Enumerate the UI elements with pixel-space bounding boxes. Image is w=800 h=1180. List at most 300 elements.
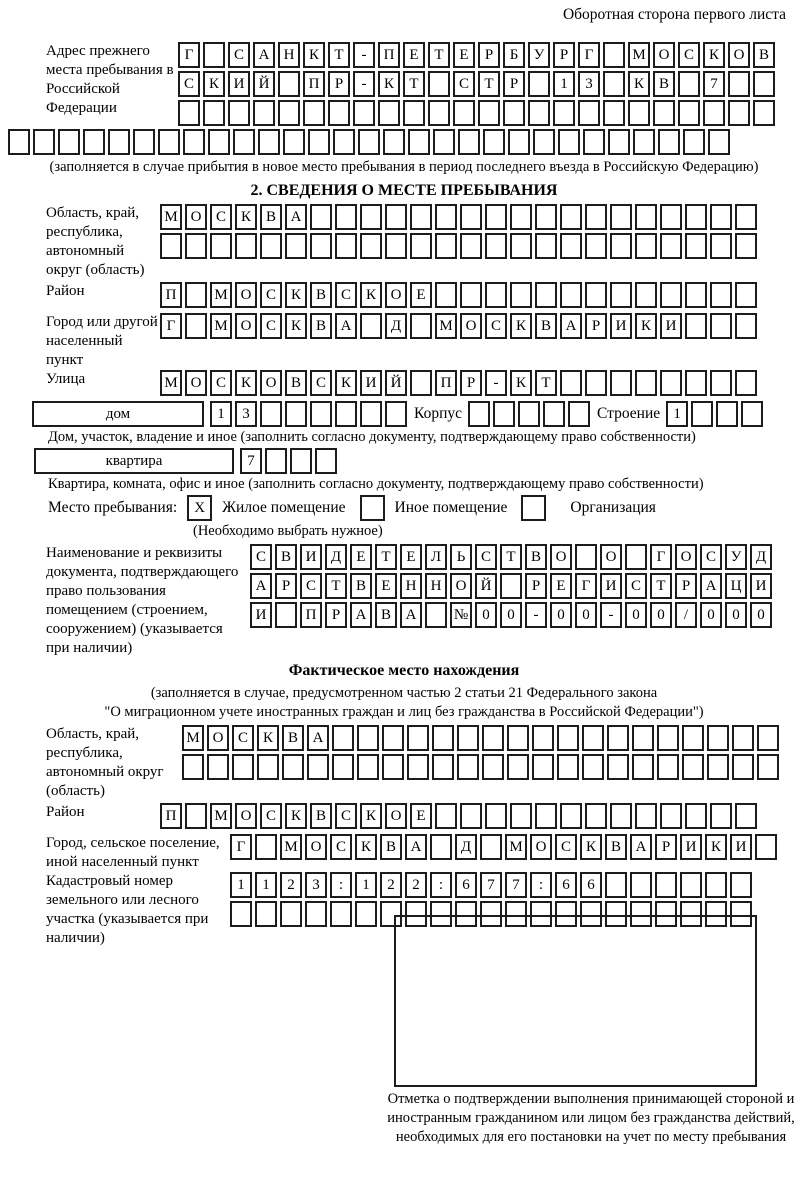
char-cell: М <box>182 725 204 751</box>
prev-address-note: (заполняется в случае прибытия в новое место пребывания в период последнего въезда в Российскую Федерацию) <box>49 159 759 175</box>
actual-region-label: Область, край, республика, автономный округ (область) <box>46 726 164 799</box>
char-cell <box>378 100 400 126</box>
char-cell: Е <box>375 573 397 599</box>
actual-region-rows <box>182 725 782 783</box>
char-cell <box>605 872 627 898</box>
char-cell: С <box>330 834 352 860</box>
char-cell <box>160 233 182 259</box>
char-cell: Р <box>655 834 677 860</box>
char-cell: М <box>160 204 182 230</box>
char-cell: Н <box>400 573 422 599</box>
char-cell <box>685 803 707 829</box>
char-cell <box>382 754 404 780</box>
char-cell <box>493 401 515 427</box>
char-cell <box>610 204 632 230</box>
char-cell <box>468 401 490 427</box>
char-cell: М <box>210 282 232 308</box>
char-cell <box>310 204 332 230</box>
char-cell: Т <box>403 71 425 97</box>
char-cell: А <box>700 573 722 599</box>
char-cell: А <box>630 834 652 860</box>
char-cell: И <box>610 313 632 339</box>
char-cell: П <box>160 803 182 829</box>
stay-type-note: (Необходимо выбрать нужное) <box>193 523 383 539</box>
char-cell: Е <box>403 42 425 68</box>
char-cell <box>258 129 280 155</box>
char-cell: 7 <box>240 448 262 474</box>
actual-district-block <box>8 803 800 832</box>
char-cell: 0 <box>750 602 772 628</box>
char-cell <box>203 42 225 68</box>
char-cell <box>585 803 607 829</box>
char-cell: 0 <box>550 602 572 628</box>
actual-location-heading: Фактическое место нахождения <box>288 662 520 679</box>
char-cell: Г <box>575 573 597 599</box>
char-cell <box>682 725 704 751</box>
char-cell: К <box>705 834 727 860</box>
char-cell <box>632 725 654 751</box>
char-cell: И <box>660 313 682 339</box>
char-cell <box>603 42 625 68</box>
char-cell: С <box>232 725 254 751</box>
char-cell: - <box>600 602 622 628</box>
char-cell <box>635 370 657 396</box>
actual-district-row <box>160 803 760 829</box>
char-cell <box>558 129 580 155</box>
char-cell: Т <box>328 42 350 68</box>
char-cell: Р <box>675 573 697 599</box>
char-cell: 0 <box>725 602 747 628</box>
char-cell <box>710 204 732 230</box>
char-cell <box>705 872 727 898</box>
char-cell <box>710 370 732 396</box>
char-cell <box>360 401 382 427</box>
char-cell: О <box>530 834 552 860</box>
char-cell <box>335 233 357 259</box>
char-cell: И <box>300 544 322 570</box>
house-note: Дом, участок, владение и иное (заполнить согласно документу, подтверждающему право собственности) <box>48 429 696 445</box>
char-cell <box>230 901 252 927</box>
char-cell: К <box>378 71 400 97</box>
house-number-cells <box>210 401 410 427</box>
char-cell <box>560 233 582 259</box>
char-cell <box>310 401 332 427</box>
char-cell <box>285 401 307 427</box>
char-cell: К <box>303 42 325 68</box>
char-cell <box>485 282 507 308</box>
char-cell <box>735 313 757 339</box>
char-cell: А <box>335 313 357 339</box>
char-cell <box>685 204 707 230</box>
region-rows <box>160 204 760 262</box>
char-cell: Г <box>160 313 182 339</box>
stroenie-label: Строение <box>597 405 661 422</box>
char-cell <box>730 872 752 898</box>
char-cell: О <box>675 544 697 570</box>
checkbox-zhiloe: X <box>187 495 212 521</box>
city-label: Город или другой населенный пункт <box>46 314 158 368</box>
char-cell: С <box>485 313 507 339</box>
char-cell: В <box>285 370 307 396</box>
char-cell <box>407 725 429 751</box>
char-cell <box>407 754 429 780</box>
prev-address-rows <box>178 42 778 129</box>
char-cell: В <box>753 42 775 68</box>
char-cell <box>480 834 502 860</box>
char-cell <box>510 204 532 230</box>
char-cell: Т <box>535 370 557 396</box>
char-cell <box>232 754 254 780</box>
char-cell <box>607 725 629 751</box>
char-cell: И <box>250 602 272 628</box>
char-cell <box>660 803 682 829</box>
char-cell <box>308 129 330 155</box>
stamp-caption: Отметка о подтверждении выполнения принимающей стороной и иностранным гражданином или лицом без гражданства действий, необходимых для его постановки на учет по месту пребывания <box>387 1091 795 1145</box>
char-cell <box>510 233 532 259</box>
char-cell: Й <box>475 573 497 599</box>
char-cell <box>510 803 532 829</box>
char-cell: 1 <box>255 872 277 898</box>
char-cell <box>575 544 597 570</box>
char-cell <box>583 129 605 155</box>
char-cell: К <box>257 725 279 751</box>
char-cell <box>410 370 432 396</box>
char-cell: С <box>178 71 200 97</box>
char-cell <box>278 71 300 97</box>
prev-address-row-3 <box>178 100 778 126</box>
char-cell <box>716 401 738 427</box>
char-cell <box>315 448 337 474</box>
char-cell: Р <box>328 71 350 97</box>
char-cell <box>453 100 475 126</box>
char-cell <box>383 129 405 155</box>
char-cell: П <box>378 42 400 68</box>
char-cell <box>532 754 554 780</box>
char-cell: Р <box>525 573 547 599</box>
char-cell: Ь <box>450 544 472 570</box>
char-cell <box>610 233 632 259</box>
char-cell: М <box>160 370 182 396</box>
char-cell: Н <box>278 42 300 68</box>
char-cell: Р <box>460 370 482 396</box>
char-cell <box>610 803 632 829</box>
char-cell: В <box>653 71 675 97</box>
char-cell <box>535 204 557 230</box>
char-cell: С <box>700 544 722 570</box>
char-cell: С <box>335 282 357 308</box>
char-cell <box>83 129 105 155</box>
char-cell: К <box>510 370 532 396</box>
district-block <box>8 282 800 311</box>
char-cell <box>333 129 355 155</box>
char-cell: В <box>605 834 627 860</box>
char-cell <box>560 204 582 230</box>
char-cell: В <box>535 313 557 339</box>
char-cell: И <box>228 71 250 97</box>
char-cell: О <box>600 544 622 570</box>
char-cell <box>507 754 529 780</box>
char-cell: Т <box>500 544 522 570</box>
char-cell <box>518 401 540 427</box>
char-cell <box>358 129 380 155</box>
char-cell: : <box>530 872 552 898</box>
document-block <box>8 544 800 658</box>
char-cell <box>678 100 700 126</box>
char-cell <box>203 100 225 126</box>
char-cell <box>410 233 432 259</box>
char-cell: И <box>730 834 752 860</box>
char-cell: И <box>750 573 772 599</box>
char-cell: К <box>703 42 725 68</box>
char-cell <box>657 754 679 780</box>
char-cell: К <box>285 313 307 339</box>
char-cell: Е <box>350 544 372 570</box>
char-cell: Р <box>275 573 297 599</box>
char-cell: О <box>260 370 282 396</box>
char-cell: Л <box>425 544 447 570</box>
stay-type-row <box>48 495 800 521</box>
char-cell <box>707 725 729 751</box>
char-cell <box>285 233 307 259</box>
char-cell <box>360 233 382 259</box>
char-cell: С <box>250 544 272 570</box>
prev-address-row-4 <box>8 129 800 155</box>
char-cell: Т <box>375 544 397 570</box>
char-cell: 2 <box>405 872 427 898</box>
district-row <box>160 282 760 308</box>
char-cell: О <box>385 803 407 829</box>
char-cell: - <box>525 602 547 628</box>
char-cell: Р <box>503 71 525 97</box>
char-cell <box>255 901 277 927</box>
char-cell: Р <box>478 42 500 68</box>
char-cell: Е <box>453 42 475 68</box>
char-cell <box>685 233 707 259</box>
char-cell <box>710 313 732 339</box>
char-cell <box>535 803 557 829</box>
char-cell <box>185 282 207 308</box>
char-cell <box>532 725 554 751</box>
char-cell <box>282 754 304 780</box>
char-cell <box>683 129 705 155</box>
char-cell: Й <box>253 71 275 97</box>
char-cell: Ц <box>725 573 747 599</box>
char-cell <box>732 725 754 751</box>
char-cell: 7 <box>480 872 502 898</box>
char-cell: Й <box>385 370 407 396</box>
actual-city-block <box>8 834 800 872</box>
char-cell: О <box>385 282 407 308</box>
char-cell: М <box>435 313 457 339</box>
char-cell: 0 <box>475 602 497 628</box>
char-cell <box>682 754 704 780</box>
char-cell <box>208 129 230 155</box>
char-cell: 0 <box>500 602 522 628</box>
char-cell <box>335 204 357 230</box>
char-cell: Д <box>455 834 477 860</box>
char-cell <box>485 233 507 259</box>
char-cell <box>303 100 325 126</box>
char-cell: У <box>725 544 747 570</box>
char-cell <box>557 725 579 751</box>
char-cell <box>432 754 454 780</box>
region-row-2 <box>160 233 760 259</box>
char-cell <box>255 834 277 860</box>
actual-district-label: Район <box>46 804 85 820</box>
char-cell <box>660 282 682 308</box>
char-cell <box>457 725 479 751</box>
char-cell: В <box>282 725 304 751</box>
char-cell <box>710 803 732 829</box>
document-row-1 <box>250 544 775 570</box>
char-cell: С <box>310 370 332 396</box>
char-cell: П <box>435 370 457 396</box>
char-cell <box>630 872 652 898</box>
char-cell: Т <box>325 573 347 599</box>
flat-cells <box>240 448 340 474</box>
char-cell <box>533 129 555 155</box>
char-cell <box>608 129 630 155</box>
char-cell: Т <box>650 573 672 599</box>
region-row-1 <box>160 204 760 230</box>
char-cell <box>633 129 655 155</box>
char-cell <box>235 233 257 259</box>
char-cell: О <box>653 42 675 68</box>
char-cell: К <box>285 803 307 829</box>
char-cell <box>357 754 379 780</box>
char-cell: К <box>335 370 357 396</box>
char-cell: Р <box>585 313 607 339</box>
char-cell <box>635 204 657 230</box>
char-cell: М <box>280 834 302 860</box>
char-cell: В <box>525 544 547 570</box>
cadastre-label: Кадастровый номер земельного или лесного участка (указывается при наличии) <box>46 873 209 946</box>
char-cell <box>625 544 647 570</box>
char-cell: К <box>635 313 657 339</box>
char-cell <box>482 725 504 751</box>
char-cell: А <box>307 725 329 751</box>
char-cell <box>553 100 575 126</box>
char-cell <box>207 754 229 780</box>
char-cell <box>735 282 757 308</box>
char-cell <box>432 725 454 751</box>
char-cell <box>680 872 702 898</box>
char-cell: М <box>505 834 527 860</box>
char-cell <box>753 100 775 126</box>
char-cell <box>685 282 707 308</box>
char-cell: С <box>260 282 282 308</box>
char-cell <box>510 282 532 308</box>
char-cell: И <box>680 834 702 860</box>
char-cell <box>635 282 657 308</box>
document-row-2 <box>250 573 775 599</box>
char-cell <box>280 901 302 927</box>
char-cell <box>233 129 255 155</box>
char-cell <box>483 129 505 155</box>
char-cell <box>560 282 582 308</box>
char-cell <box>58 129 80 155</box>
char-cell <box>507 725 529 751</box>
char-cell: О <box>550 544 572 570</box>
char-cell: Г <box>578 42 600 68</box>
char-cell <box>257 754 279 780</box>
actual-location-note-1: (заполняется в случае, предусмотренном частью 2 статьи 21 Федерального закона <box>150 685 658 701</box>
char-cell: № <box>450 602 472 628</box>
char-cell <box>508 129 530 155</box>
char-cell <box>632 754 654 780</box>
char-cell <box>185 313 207 339</box>
char-cell: Г <box>230 834 252 860</box>
prev-address-row-2 <box>178 71 778 97</box>
flat-note: Квартира, комната, офис и иное (заполнить согласно документу, подтверждающему право собственности) <box>48 476 704 492</box>
char-cell <box>253 100 275 126</box>
char-cell: 6 <box>580 872 602 898</box>
char-cell <box>435 204 457 230</box>
char-cell <box>290 448 312 474</box>
char-cell: К <box>360 282 382 308</box>
char-cell: С <box>335 803 357 829</box>
char-cell <box>228 100 250 126</box>
document-row-3 <box>250 602 775 628</box>
char-cell <box>485 803 507 829</box>
char-cell: 7 <box>505 872 527 898</box>
char-cell <box>435 282 457 308</box>
char-cell: 3 <box>578 71 600 97</box>
char-cell: Д <box>325 544 347 570</box>
char-cell <box>585 282 607 308</box>
char-cell <box>503 100 525 126</box>
char-cell <box>328 100 350 126</box>
char-cell: О <box>460 313 482 339</box>
option-organizatsiya-label: Организация <box>570 499 656 516</box>
char-cell <box>330 901 352 927</box>
checkbox-inoe <box>360 495 385 521</box>
char-cell: П <box>300 602 322 628</box>
char-cell <box>707 754 729 780</box>
house-row <box>32 401 800 427</box>
char-cell <box>260 233 282 259</box>
char-cell: Т <box>478 71 500 97</box>
char-cell <box>460 803 482 829</box>
char-cell <box>658 129 680 155</box>
cadastre-row-1 <box>230 872 755 898</box>
char-cell: 1 <box>666 401 688 427</box>
char-cell: Р <box>553 42 575 68</box>
char-cell: 1 <box>355 872 377 898</box>
region-block <box>8 204 800 280</box>
char-cell <box>655 872 677 898</box>
char-cell: 0 <box>575 602 597 628</box>
char-cell <box>278 100 300 126</box>
char-cell <box>753 71 775 97</box>
char-cell: 6 <box>555 872 577 898</box>
char-cell <box>710 282 732 308</box>
checkbox-organizatsiya <box>521 495 546 521</box>
char-cell <box>435 233 457 259</box>
char-cell <box>430 834 452 860</box>
char-cell: 7 <box>703 71 725 97</box>
char-cell: Н <box>425 573 447 599</box>
char-cell <box>568 401 590 427</box>
char-cell: Р <box>325 602 347 628</box>
char-cell <box>425 602 447 628</box>
char-cell: С <box>228 42 250 68</box>
char-cell <box>332 754 354 780</box>
char-cell <box>482 754 504 780</box>
char-cell: К <box>203 71 225 97</box>
char-cell <box>360 313 382 339</box>
char-cell: С <box>260 803 282 829</box>
